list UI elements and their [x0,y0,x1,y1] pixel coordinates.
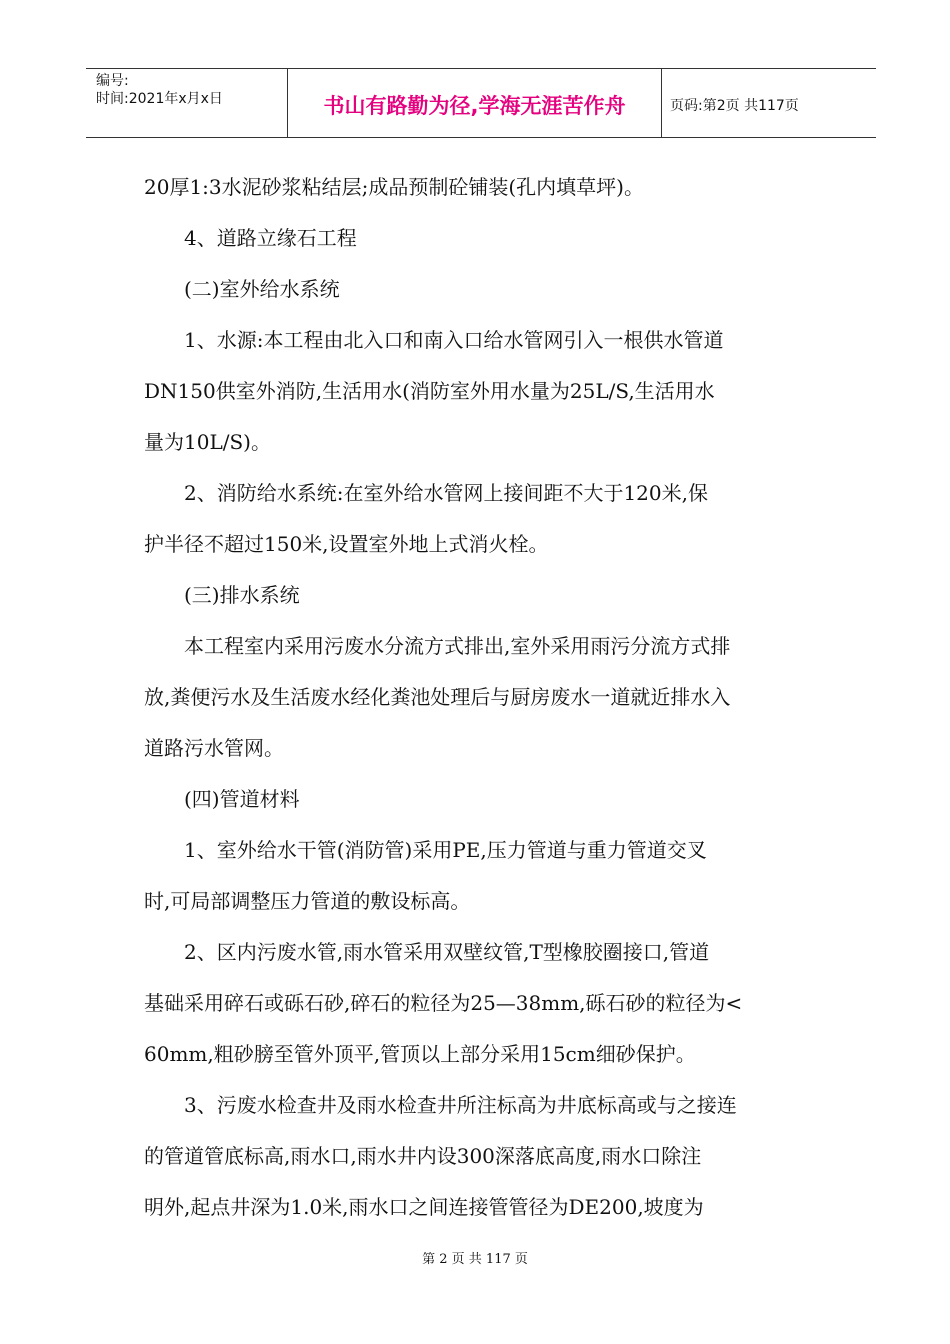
header-slogan: 书山有路勤为径,学海无涯苦作舟 [288,69,662,137]
text-line: 3、污废水检查井及雨水检查井所注标高为井底标高或与之接连 [184,1093,737,1117]
text-line: 的管道管底标高,雨水口,雨水井内设300深落底高度,雨水口除注 [144,1144,702,1168]
page-footer: 第 2 页 共 117 页 [422,1252,528,1267]
section-heading: (四)管道材料 [184,787,300,811]
section-heading: (二)室外给水系统 [184,277,340,301]
text-line: 2、消防给水系统:在室外给水管网上接间距不大于120米,保 [184,481,708,505]
text-line: 时,可局部调整压力管道的敷设标高。 [144,889,471,913]
text-line: 4、道路立缘石工程 [184,226,357,250]
text-line: 护半径不超过150米,设置室外地上式消火栓。 [144,532,549,556]
time-label: 时间:2021年x月x日 [96,91,223,107]
header-page-number: 页码:第2页 共117页 [670,98,799,114]
text-line: 基础采用碎石或砾石砂,碎石的粒径为25—38mm,砾石砂的粒径为< [144,991,743,1015]
text-line: 量为10L/S)。 [144,430,271,454]
text-line: 2、区内污废水管,雨水管采用双壁纹管,T型橡胶圈接口,管道 [184,940,710,964]
text-line: 道路污水管网。 [144,736,284,760]
header-meta [86,69,288,137]
text-line: 放,粪便污水及生活废水经化粪池处理后与厨房废水一道就近排水入 [144,685,731,709]
section-heading: (三)排水系统 [184,583,300,607]
document-body [144,162,820,1233]
number-label: 编号: [96,73,129,89]
text-line: DN150供室外消防,生活用水(消防室外用水量为25L/S,生活用水 [144,379,715,403]
text-line: 1、水源:本工程由北入口和南入口给水管网引入一根供水管道 [184,328,724,352]
text-line: 20厚1:3水泥砂浆粘结层;成品预制砼铺装(孔内填草坪)。 [144,175,644,199]
page-header [86,68,876,138]
text-line: 1、室外给水干管(消防管)采用PE,压力管道与重力管道交叉 [184,838,707,862]
text-line: 60mm,粗砂膀至管外顶平,管顶以上部分采用15cm细砂保护。 [144,1042,696,1066]
text-line: 本工程室内采用污废水分流方式排出,室外采用雨污分流方式排 [184,634,731,658]
text-line: 明外,起点井深为1.0米,雨水口之间连接管管径为DE200,坡度为 [144,1195,704,1219]
